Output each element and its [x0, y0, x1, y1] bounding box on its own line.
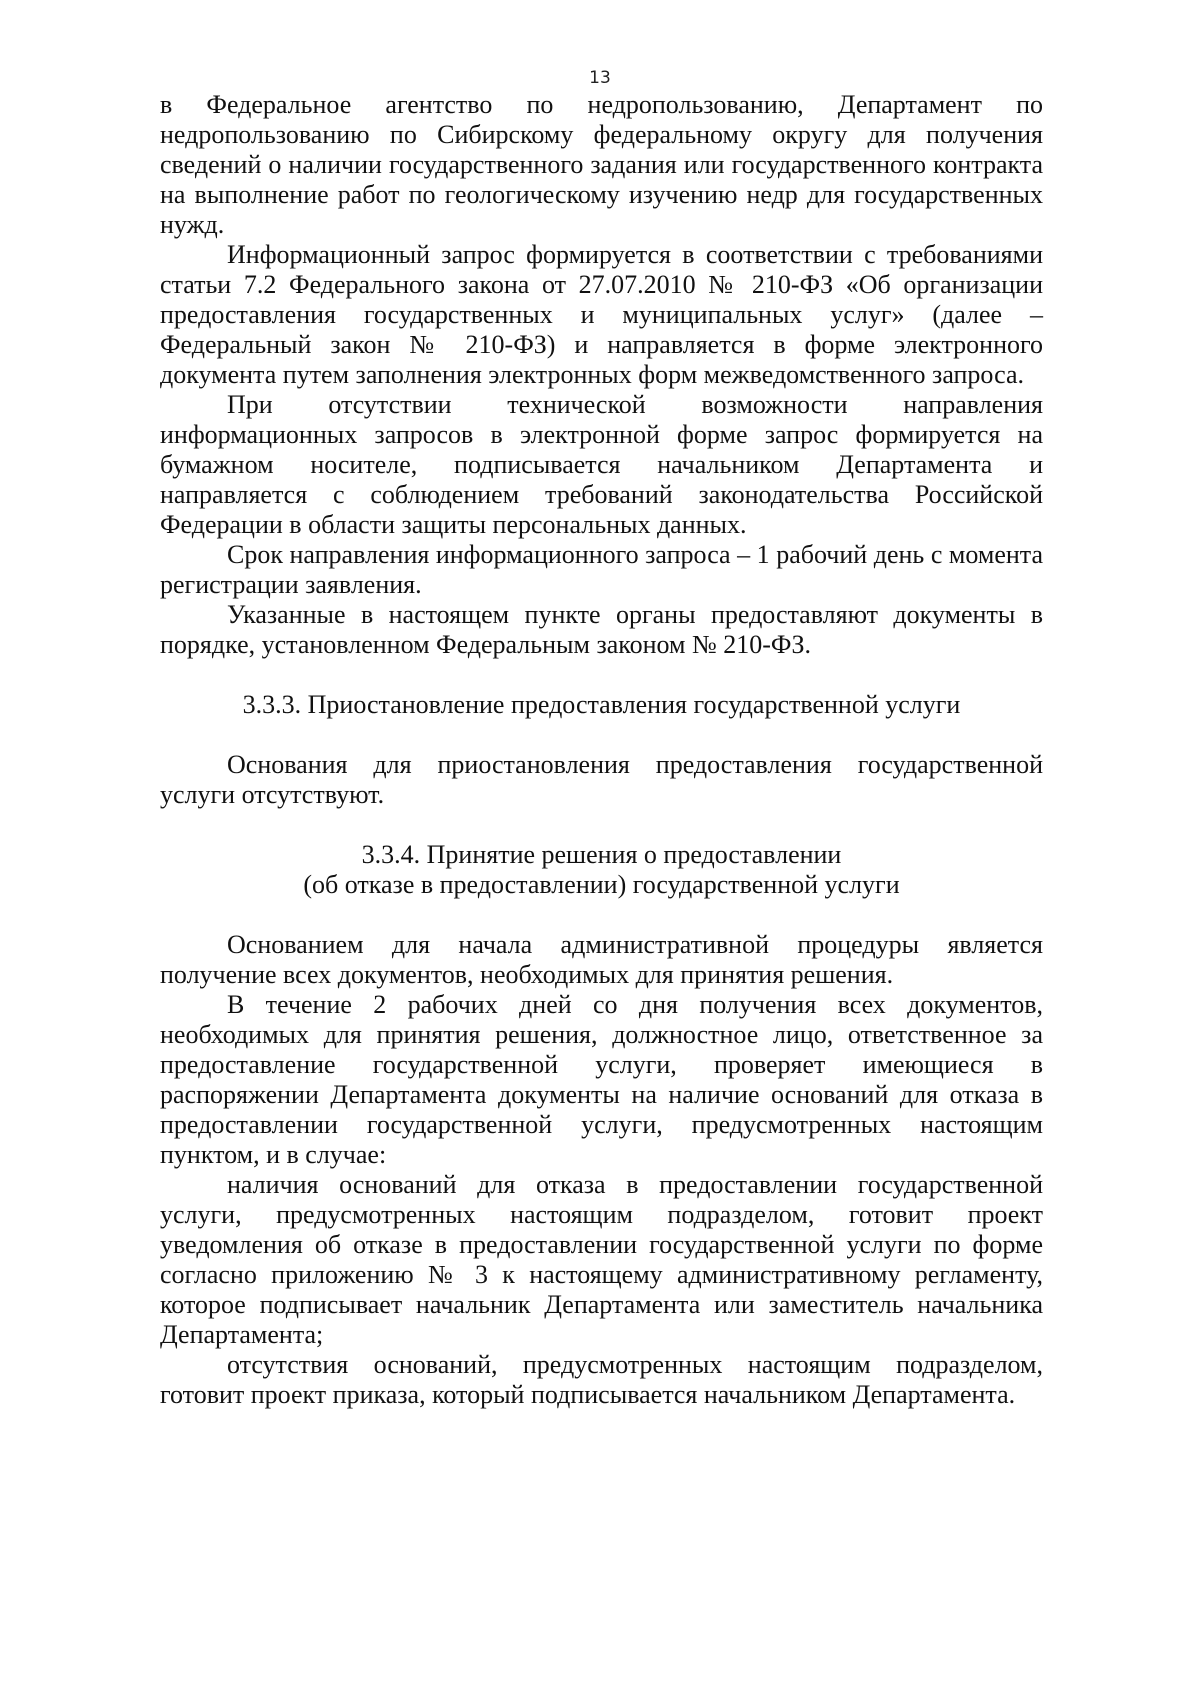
paragraph-request-deadline: Срок направления информационного запроса – 1 рабочий день с момента регистрации заявления. [160, 540, 1043, 599]
paragraph-refusal-case: наличия оснований для отказа в предоставлении государственной услуги, предусмотренных настоящим подразделом, готовит проект уведомления об отказе в предоставлении государственной услуги по форме согласно приложению № 3 к настоящему административному регламенту, которое подписывает начальник Департамента или заместитель начальника Департамента; [160, 1170, 1043, 1349]
paragraph-no-suspension: Основания для приостановления предоставления государственной услуги отсутствуют. [160, 750, 1043, 809]
page-number: 13 [589, 68, 611, 88]
paragraph-agencies-documents: Указанные в настоящем пункте органы предоставляют документы в порядке, установленном Федеральным законом № 210-ФЗ. [160, 600, 1043, 659]
section-heading-334-line2: (об отказе в предоставлении) государственной услуги [303, 870, 900, 899]
section-heading-334 [160, 840, 1043, 900]
paragraph-review-period: В течение 2 рабочих дней со дня получения всех документов, необходимых для принятия решения, должностное лицо, ответственное за предоставление государственной услуги, проверяет имеющиеся в распоряжении Департамента документы на наличие оснований для отказа в предоставлении государственной услуги, предусмотренных настоящим пунктом, и в случае: [160, 990, 1043, 1169]
paragraph-approval-case: отсутствия оснований, предусмотренных настоящим подразделом, готовит проект приказа, который подписывается начальником Департамента. [160, 1350, 1043, 1409]
document-body [160, 90, 1043, 1410]
paragraph-paper-request: При отсутствии технической возможности направления информационных запросов в электронной форме запрос формируется на бумажном носителе, подписывается начальником Департамента и направляется с соблюдением требований законодательства Российской Федерации в области защиты персональных данных. [160, 390, 1043, 539]
section-heading-333: 3.3.3. Приостановление предоставления государственной услуги [242, 690, 961, 719]
paragraph-procedure-basis: Основанием для начала административной процедуры является получение всех документов, необходимых для принятия решения. [160, 930, 1043, 989]
paragraph-continuation: в Федеральное агентство по недропользованию, Департамент по недропользованию по Сибирскому федеральному округу для получения сведений о наличии государственного задания или государственного контракта на выполнение работ по геологическому изучению недр для государственных нужд. [160, 90, 1043, 239]
paragraph-information-request: Информационный запрос формируется в соответствии с требованиями статьи 7.2 Федерального закона от 27.07.2010 № 210-ФЗ «Об организации предоставления государственных и муниципальных услуг» (далее – Федеральный закон № 210-ФЗ) и направляется в форме электронного документа путем заполнения электронных форм межведомственного запроса. [160, 240, 1043, 389]
section-heading-334-line1: 3.3.4. Принятие решения о предоставлении [361, 840, 842, 869]
